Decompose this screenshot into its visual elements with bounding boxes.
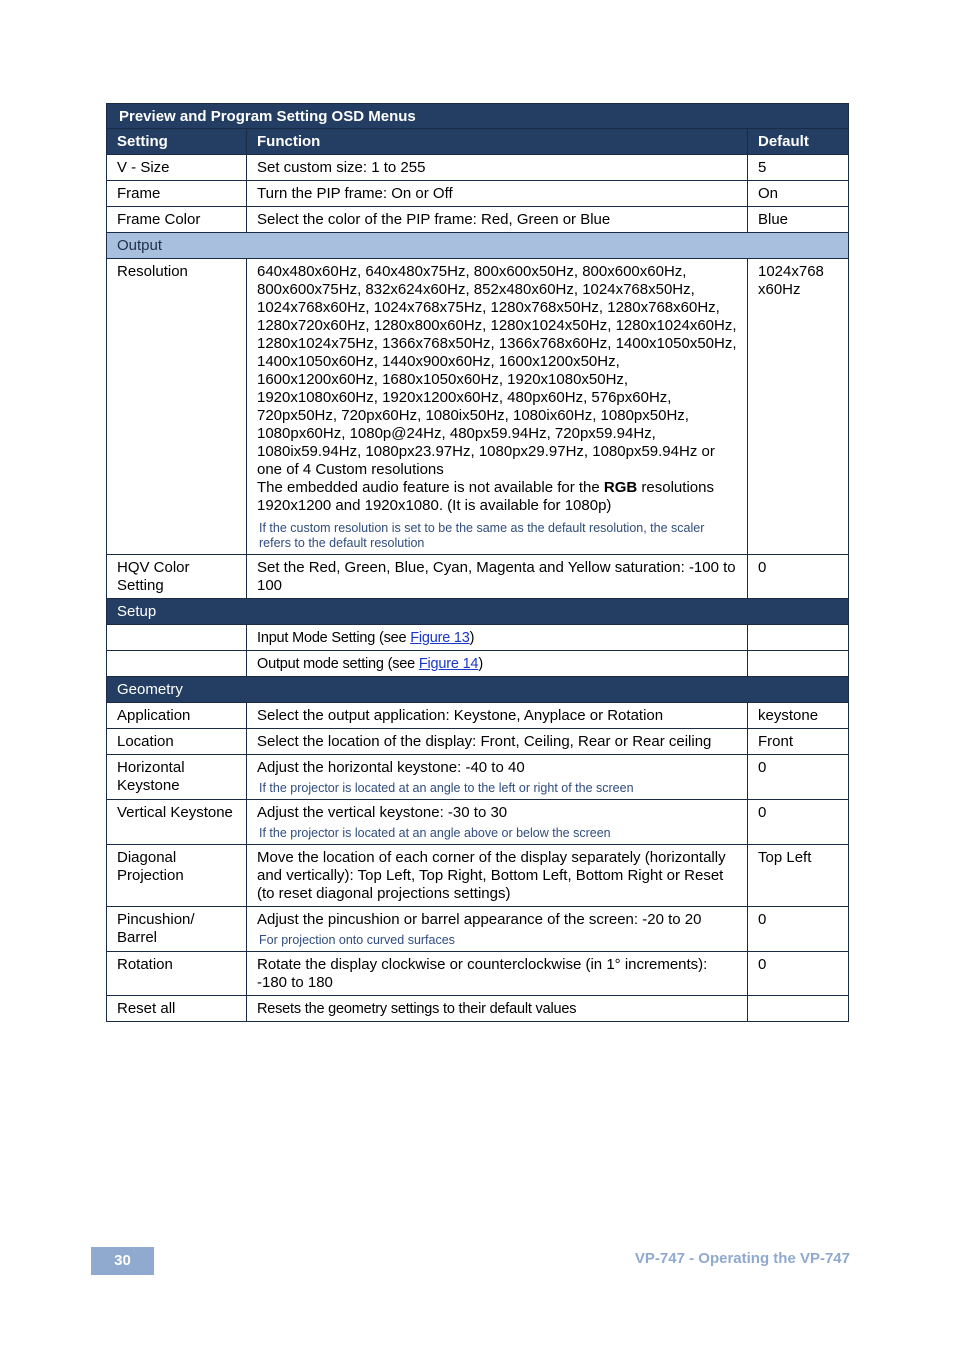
default-cell	[748, 625, 849, 651]
default-cell: 0	[748, 755, 849, 800]
audio-note-text: The embedded audio feature is not available for the	[257, 479, 604, 496]
function-cell	[247, 755, 748, 800]
table-row	[107, 555, 849, 599]
section-row-output	[107, 233, 849, 259]
function-text: Adjust the pincushion or barrel appearance of the screen: -20 to 20	[257, 911, 702, 928]
function-cell: Turn the PIP frame: On or Off	[247, 181, 748, 207]
figure-13-link[interactable]: Figure 13	[410, 630, 470, 646]
setting-cell: Pincushion/ Barrel	[107, 907, 247, 952]
setting-cell: Vertical Keystone	[107, 800, 247, 845]
setting-cell: Frame Color	[107, 207, 247, 233]
setting-cell: HQV Color Setting	[107, 555, 247, 599]
output-mode-text: Output mode setting (see	[257, 656, 419, 672]
function-cell: Select the output application: Keystone, Anyplace or Rotation	[247, 703, 748, 729]
setting-cell: Frame	[107, 181, 247, 207]
table-row	[107, 996, 849, 1022]
function-cell: Move the location of each corner of the display separately (horizontally and vertically): Top Left, Top Right, Bottom Left, Bottom Right or Reset (to reset diagonal projections settings)	[247, 845, 748, 907]
default-cell: On	[748, 181, 849, 207]
function-cell	[247, 907, 748, 952]
section-title-output: Output	[107, 233, 849, 259]
table-row	[107, 729, 849, 755]
function-text: Adjust the vertical keystone: -30 to 30	[257, 804, 508, 821]
table-row	[107, 625, 849, 651]
input-mode-text-end: )	[469, 630, 475, 646]
table-row	[107, 207, 849, 233]
default-cell: 0	[748, 555, 849, 599]
resolution-list: 640x480x60Hz, 640x480x75Hz, 800x600x50Hz, 800x600x60Hz, 800x600x75Hz, 832x624x60Hz, 852x480x60Hz, 1024x768x50Hz, 1024x768x60Hz, 1024x768x75Hz, 1280x768x50Hz, 1280x768x60Hz, 1280x720x60Hz, 1280x800x60Hz, 1280x1024x50Hz, 1280x1024x60Hz, 1280x1024x75Hz, 1366x768x50Hz, 1366x768x60Hz, 1400x1050x50Hz, 1400x1050x60Hz, 1440x900x60Hz, 1600x1200x50Hz, 1600x1200x60Hz, 1680x1050x60Hz, 1920x1080x50Hz, 1920x1080x60Hz, 1920x1200x60Hz, 480px60Hz, 576px60Hz, 720px50Hz, 720px60Hz, 1080ix50Hz, 1080ix60Hz, 1080px50Hz, 1080px60Hz, 1080p@24Hz, 480px59.94Hz, 720px59.94Hz, 1080ix59.94Hz, 1080px23.97Hz, 1080px29.97Hz, 1080px59.94Hz or one of 4 Custom resolutions	[257, 263, 737, 478]
osd-menu-table	[106, 103, 849, 1022]
setting-cell: Resolution	[107, 259, 247, 555]
function-cell: Resets the geometry settings to their default values	[247, 996, 748, 1022]
header-setting: Setting	[107, 129, 247, 155]
function-note: If the projector is located at an angle above or below the screen	[259, 826, 611, 840]
function-cell	[247, 651, 748, 677]
table-row	[107, 155, 849, 181]
output-mode-text-end: )	[478, 656, 483, 672]
section-row-geometry	[107, 677, 849, 703]
default-cell: Blue	[748, 207, 849, 233]
default-cell: Top Left	[748, 845, 849, 907]
table-title-row	[107, 104, 849, 129]
table-row	[107, 755, 849, 800]
table-row	[107, 800, 849, 845]
default-cell: Front	[748, 729, 849, 755]
table-row	[107, 651, 849, 677]
section-title-geometry: Geometry	[107, 677, 849, 703]
setting-cell: Diagonal Projection	[107, 845, 247, 907]
function-cell: Select the location of the display: Front, Ceiling, Rear or Rear ceiling	[247, 729, 748, 755]
default-cell: 0	[748, 907, 849, 952]
function-cell	[247, 800, 748, 845]
page-number-badge: 30	[91, 1247, 154, 1275]
table-header-row	[107, 129, 849, 155]
function-text: Adjust the horizontal keystone: -40 to 40	[257, 759, 525, 776]
section-row-setup	[107, 599, 849, 625]
default-cell: 1024x768 x60Hz	[748, 259, 849, 555]
header-default: Default	[748, 129, 849, 155]
audio-note-bold: RGB	[603, 479, 638, 496]
audio-note	[257, 479, 737, 515]
function-cell: Select the color of the PIP frame: Red, Green or Blue	[247, 207, 748, 233]
default-cell: 0	[748, 800, 849, 845]
table-row	[107, 952, 849, 996]
setting-cell	[107, 625, 247, 651]
function-cell	[247, 625, 748, 651]
setting-cell: Location	[107, 729, 247, 755]
setting-cell: Rotation	[107, 952, 247, 996]
setting-cell: Reset all	[107, 996, 247, 1022]
figure-14-link[interactable]: Figure 14	[418, 656, 479, 672]
table-row	[107, 845, 849, 907]
input-mode-text: Input Mode Setting (see	[257, 630, 411, 646]
setting-cell: Application	[107, 703, 247, 729]
function-cell: Set custom size: 1 to 255	[247, 155, 748, 181]
default-cell: keystone	[748, 703, 849, 729]
function-note: For projection onto curved surfaces	[259, 933, 455, 947]
default-cell: 0	[748, 952, 849, 996]
default-cell: 5	[748, 155, 849, 181]
default-cell	[748, 651, 849, 677]
header-function: Function	[247, 129, 748, 155]
audio-note-text-end: resolutions 1920x1200 and 1920x1080. (It is available for 1080p)	[257, 479, 714, 514]
function-note: If the projector is located at an angle to the left or right of the screen	[259, 781, 634, 795]
table-row	[107, 181, 849, 207]
default-cell	[748, 996, 849, 1022]
function-cell	[247, 259, 748, 555]
table-title: Preview and Program Setting OSD Menus	[107, 104, 849, 129]
setting-cell: V - Size	[107, 155, 247, 181]
footer-title: VP-747 - Operating the VP-747	[634, 1250, 850, 1267]
resolution-note: If the custom resolution is set to be the same as the default resolution, the scaler refers to the default resolution	[259, 521, 705, 550]
table-row	[107, 703, 849, 729]
section-title-setup: Setup	[107, 599, 849, 625]
function-cell: Rotate the display clockwise or counterclockwise (in 1° increments): -180 to 180	[247, 952, 748, 996]
table-row-resolution	[107, 259, 849, 555]
function-cell: Set the Red, Green, Blue, Cyan, Magenta and Yellow saturation: -100 to 100	[247, 555, 748, 599]
setting-cell	[107, 651, 247, 677]
table-row	[107, 907, 849, 952]
setting-cell: Horizontal Keystone	[107, 755, 247, 800]
